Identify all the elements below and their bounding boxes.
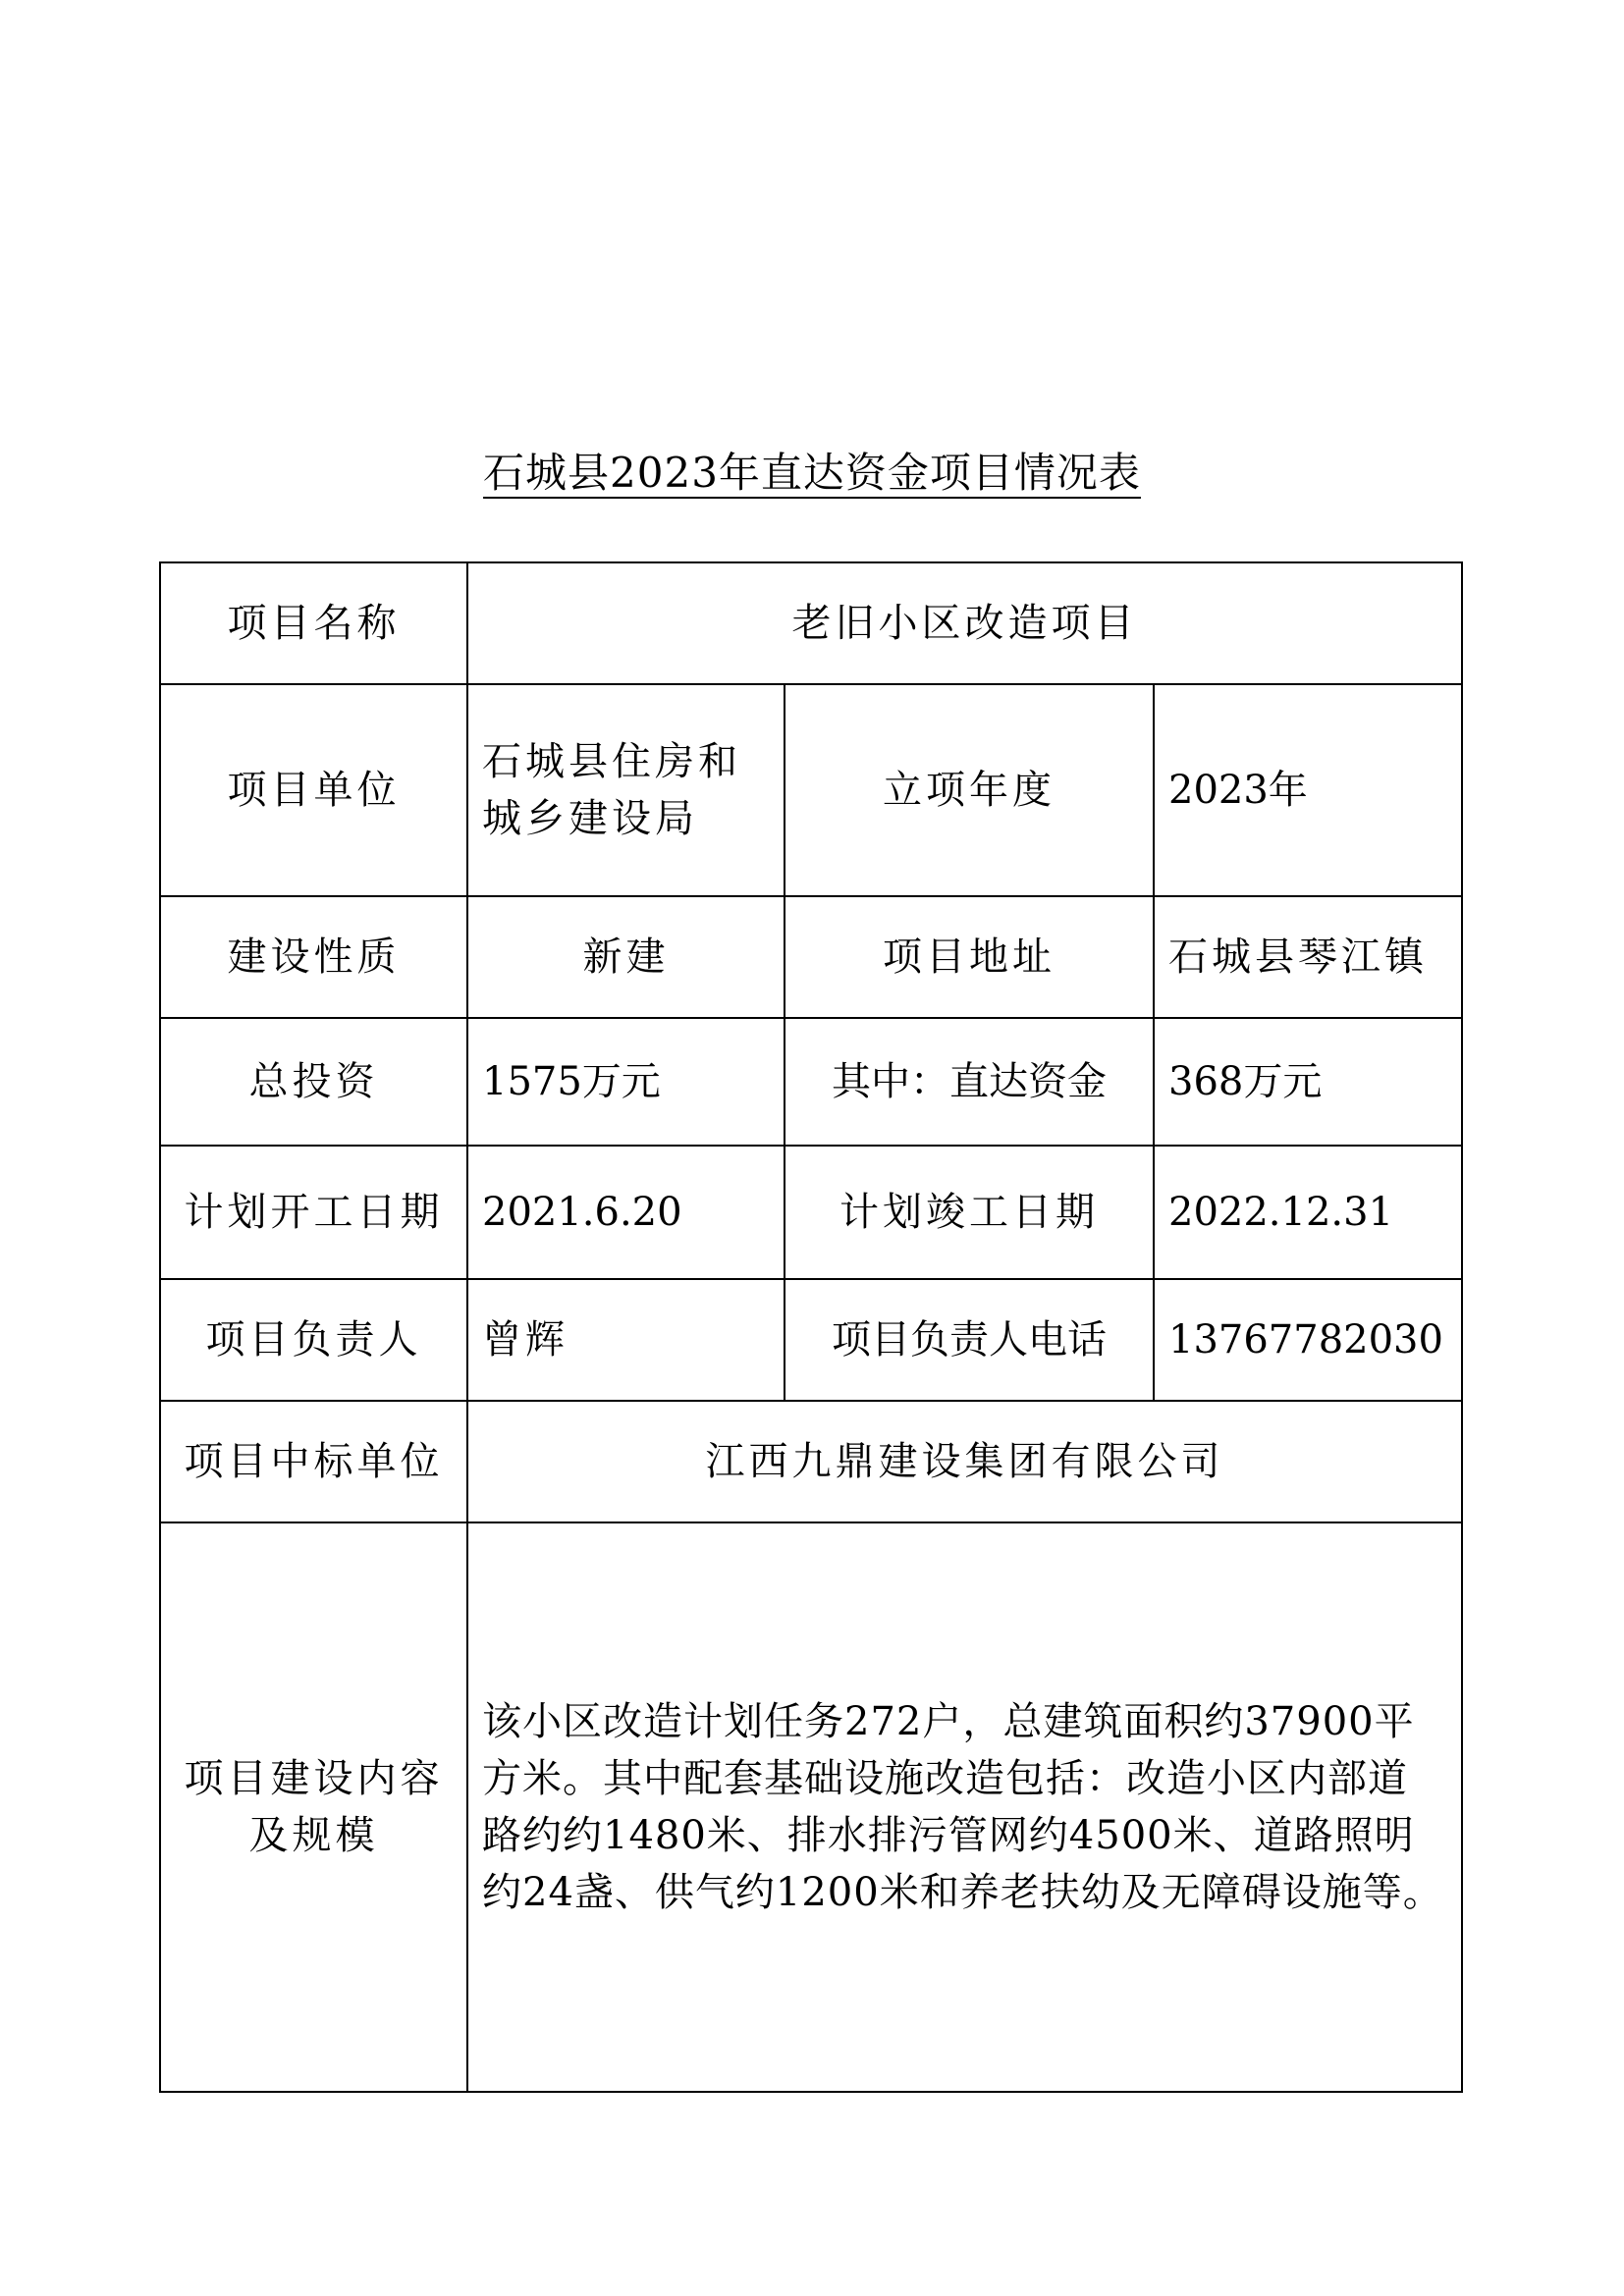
direct-funds-value: 368万元 <box>1154 1018 1462 1146</box>
winner-label: 项目中标单位 <box>160 1401 467 1522</box>
row-manager <box>160 1279 1462 1401</box>
row-project-unit <box>160 684 1462 896</box>
scope-value: 该小区改造计划任务272户，总建筑面积约37900平方米。其中配套基础设施改造包括：改造小区内部道路约约1480米、排水排污管网约4500米、道路照明约24盏、供气约1200米和养老扶幼及无障碍设施等。 <box>467 1522 1462 2092</box>
row-schedule <box>160 1146 1462 1279</box>
investment-label: 总投资 <box>160 1018 467 1146</box>
project-year-label: 立项年度 <box>785 684 1154 896</box>
end-date-label: 计划竣工日期 <box>785 1146 1154 1279</box>
direct-funds-label: 其中：直达资金 <box>785 1018 1154 1146</box>
project-year-value: 2023年 <box>1154 684 1462 896</box>
row-investment <box>160 1018 1462 1146</box>
start-date-label: 计划开工日期 <box>160 1146 467 1279</box>
row-winner <box>160 1401 1462 1522</box>
project-unit-label: 项目单位 <box>160 684 467 896</box>
project-name-label: 项目名称 <box>160 562 467 684</box>
end-date-value: 2022.12.31 <box>1154 1146 1462 1279</box>
nature-label: 建设性质 <box>160 896 467 1018</box>
investment-value: 1575万元 <box>467 1018 785 1146</box>
address-value: 石城县琴江镇 <box>1154 896 1462 1018</box>
manager-value: 曾辉 <box>467 1279 785 1401</box>
row-project-name <box>160 562 1462 684</box>
manager-phone-label: 项目负责人电话 <box>785 1279 1154 1401</box>
address-label: 项目地址 <box>785 896 1154 1018</box>
project-unit-value: 石城县住房和城乡建设局 <box>467 684 785 896</box>
document-title <box>0 444 1624 503</box>
row-nature <box>160 896 1462 1018</box>
manager-label: 项目负责人 <box>160 1279 467 1401</box>
project-name-value: 老旧小区改造项目 <box>467 562 1462 684</box>
document-title-text: 石城县2023年直达资金项目情况表 <box>483 449 1141 497</box>
scope-label: 项目建设内容及规模 <box>160 1522 467 2092</box>
winner-value: 江西九鼎建设集团有限公司 <box>467 1401 1462 1522</box>
start-date-value: 2021.6.20 <box>467 1146 785 1279</box>
row-scope <box>160 1522 1462 2092</box>
manager-phone-value: 13767782030 <box>1154 1279 1462 1401</box>
nature-value: 新建 <box>467 896 785 1018</box>
project-info-table <box>159 561 1463 2093</box>
